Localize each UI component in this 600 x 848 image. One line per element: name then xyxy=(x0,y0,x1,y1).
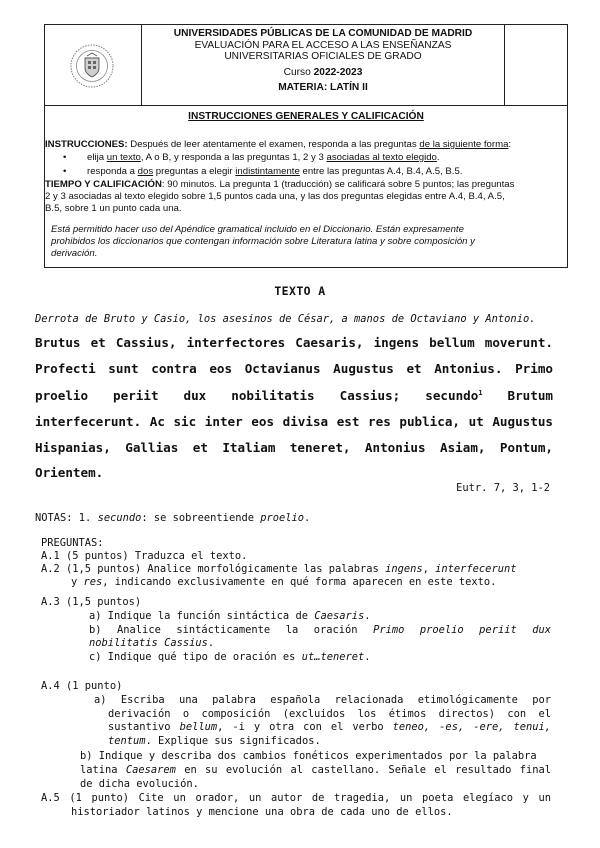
tiempo-line-3: B.5, sobre 1 un punto cada una. xyxy=(45,203,182,214)
question-a5-line1: A.5 (1 punto) Cite un orador, un autor de tragedia, un poeta elegíaco y un xyxy=(41,792,551,804)
course-year: Curso 2022-2023 xyxy=(283,66,363,78)
footnote-marker: 1 xyxy=(478,389,483,398)
question-a4b-line1: b) Indique y describa dos cambios fonéticos experimentados por la palabra xyxy=(80,750,537,762)
university-name: UNIVERSIDADES PÚBLICAS DE LA COMUNIDAD DE MADRID xyxy=(173,28,473,39)
question-a4a-line4: tentum. Explique sus significados. xyxy=(108,735,321,747)
notes: NOTAS: 1. secundo: se sobreentiende proelio. xyxy=(35,512,311,524)
permission-note-2: prohibidos los diccionarios que contengan información sobre Literatura latina y sobre composición y xyxy=(51,236,475,247)
question-a4a-line2: derivación o composición (excluidos los étimos directos) con el xyxy=(108,708,551,720)
question-a2-line1: A.2 (1,5 puntos) Analice morfológicamente las palabras ingens, interfecerunt xyxy=(41,563,517,575)
question-a5-line2: historiador latinos y mencione una obra de cada uno de ellos. xyxy=(71,806,453,818)
question-a3b-line1: b) Analice sintácticamente la oración Primo proelio periit dux xyxy=(89,624,552,636)
tiempo-line-2: 2 y 3 asociadas al texto elegido sobre 1,5 puntos cada una, y las dos preguntas elegidas entre A.4, B.4, A.5, xyxy=(45,191,505,202)
instruction-bullet-1: • elija un texto, A o B, y responda a las preguntas 1, 2 y 3 asociadas al texto elegido. xyxy=(63,152,440,163)
question-a1: A.1 (5 puntos) Traduzca el texto. xyxy=(41,550,248,562)
latin-passage: Brutus et Cassius, interfectores Caesaris, ingens bellum moverunt. Profecti sunt contra eos Octavianus Augustus et Antonius. Primo proelio periit dux nobilitatis Cassius; secundo$^1$ Brutum interfecerunt. Ac sic inter eos divisa est res publica, ut Augustus Hispanias, Gallias et Italiam teneret, Antonius Asiam, Pontum, Orientem. xyxy=(35,335,553,481)
instructions-box xyxy=(44,106,568,268)
question-a4b-line2: latina Caesarem en su evolución al castellano. Señale el resultado final xyxy=(80,764,552,776)
instructions-title: INSTRUCCIONES GENERALES Y CALIFICACIÓN xyxy=(188,111,424,122)
instruction-bullet-2: • responda a dos preguntas a elegir indistintamente entre las preguntas A.4, B.4, A.5, B.5. xyxy=(63,166,463,177)
exam-line-1: EVALUACIÓN PARA EL ACCESO A LAS ENSEÑANZAS xyxy=(194,39,452,51)
instructions-lead: INSTRUCCIONES: Después de leer atentamente el examen, responda a las preguntas de la siguiente forma: xyxy=(45,139,512,150)
question-a4a-line3: sustantivo bellum, -i y otra con el verbo teneo, -es, -ere, tenui, xyxy=(108,721,551,733)
question-a3b-line2: nobilitatis Cassius. xyxy=(89,637,215,649)
permission-note-1: Está permitido hacer uso del Apéndice gramatical incluido en el Diccionario. Están expresamente xyxy=(51,224,464,235)
blank-cell xyxy=(504,25,567,105)
text-intro: Derrota de Bruto y Casio, los asesinos de César, a manos de Octaviano y Antonio. xyxy=(35,313,536,325)
question-a4a-line1: a) Escriba una palabra española relacionada etimológicamente por xyxy=(94,694,551,706)
university-seal-icon xyxy=(69,43,115,89)
question-a3: A.3 (1,5 puntos) xyxy=(41,596,142,608)
tiempo-line-1: TIEMPO Y CALIFICACIÓN: 90 minutos. La pregunta 1 (traducción) se calificará sobre 5 puntos; las preguntas xyxy=(45,179,515,190)
citation: Eutr. 7, 3, 1-2 xyxy=(456,482,550,494)
logo-cell xyxy=(45,25,142,105)
exam-header xyxy=(44,24,568,106)
question-a3a: a) Indique la función sintáctica de Caesaris. xyxy=(89,610,371,622)
header-center xyxy=(142,25,504,105)
questions-label: PREGUNTAS: xyxy=(41,537,104,549)
question-a4: A.4 (1 punto) xyxy=(41,680,123,692)
question-a4b-line3: de dicha evolución. xyxy=(80,778,199,790)
text-title: TEXTO A xyxy=(274,284,326,298)
question-a3c: c) Indique qué tipo de oración es ut…teneret. xyxy=(89,651,371,663)
permission-note-3: derivación. xyxy=(51,248,98,259)
exam-line-2: UNIVERSITARIAS OFICIALES DE GRADO xyxy=(224,51,422,63)
subject: MATERIA: LATÍN II xyxy=(278,82,368,94)
question-a2-line2: y res, indicando exclusivamente en qué forma aparecen en este texto. xyxy=(71,576,497,588)
